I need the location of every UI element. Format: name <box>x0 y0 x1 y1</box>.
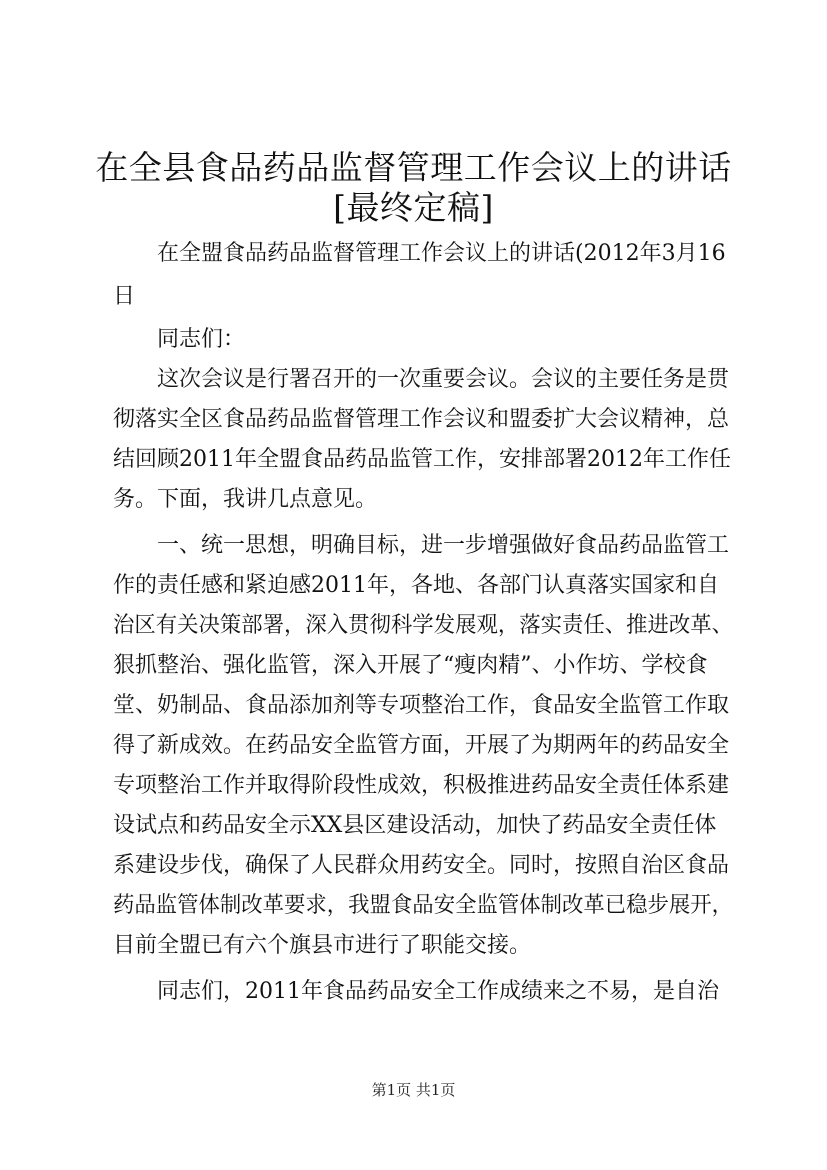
page-number-footer: 第1页 共1页 <box>371 1081 456 1099</box>
paragraph-line: 专项整治工作并取得阶段性成效，积极推进药品安全责任体系建 <box>113 773 730 798</box>
paragraph-line: 作的责任感和紧迫感2011年，各地、各部门认真落实国家和自 <box>113 573 719 598</box>
paragraph-line: 设试点和药品安全示XX县区建设活动，加快了药品安全责任体 <box>113 813 717 838</box>
paragraph-line: 这次会议是行署召开的一次重要会议。会议的主要任务是贯 <box>157 367 730 392</box>
paragraph-line: 在全盟食品药品监督管理工作会议上的讲话(2012年3月16 <box>157 241 726 266</box>
paragraph-line: 同志们： <box>157 327 246 352</box>
paragraph-line: 治区有关决策部署，深入贯彻科学发展观，落实责任、推进改革、 <box>113 613 734 638</box>
paragraph-line: 结回顾2011年全盟食品药品监管工作，安排部署2012年工作任 <box>113 447 731 472</box>
paragraph-line: 堂、奶制品、食品添加剂等专项整治工作，食品安全监管工作取 <box>113 693 730 718</box>
paragraph-line: 同志们，2011年食品药品安全工作成绩来之不易，是自治 <box>157 979 719 1004</box>
paragraph-line: 得了新成效。在药品安全监管方面，开展了为期两年的药品安全 <box>113 733 730 758</box>
paragraph-line: 系建设步伐，确保了人民群众用药安全。同时，按照自治区食品 <box>113 853 730 878</box>
document-title: 在全县食品药品监督管理工作会议上的讲话 <box>95 148 732 187</box>
paragraph-line: 药品监管体制改革要求，我盟食品安全监管体制改革已稳步展开， <box>113 893 734 918</box>
paragraph-line: 日 <box>113 284 136 309</box>
paragraph-line: 狠抓整治、强化监管，深入开展了“瘦肉精”、小作坊、学校食 <box>113 653 708 678</box>
paragraph-line: 目前全盟已有六个旗县市进行了职能交接。 <box>113 933 532 958</box>
document-title-suffix: [最终定稿] <box>333 188 494 227</box>
paragraph-line: 务。下面，我讲几点意见。 <box>113 487 378 512</box>
paragraph-line: 彻落实全区食品药品监督管理工作会议和盟委扩大会议精神，总 <box>113 407 730 432</box>
paragraph-line: 一、统一思想，明确目标，进一步增强做好食品药品监管工 <box>157 533 730 558</box>
